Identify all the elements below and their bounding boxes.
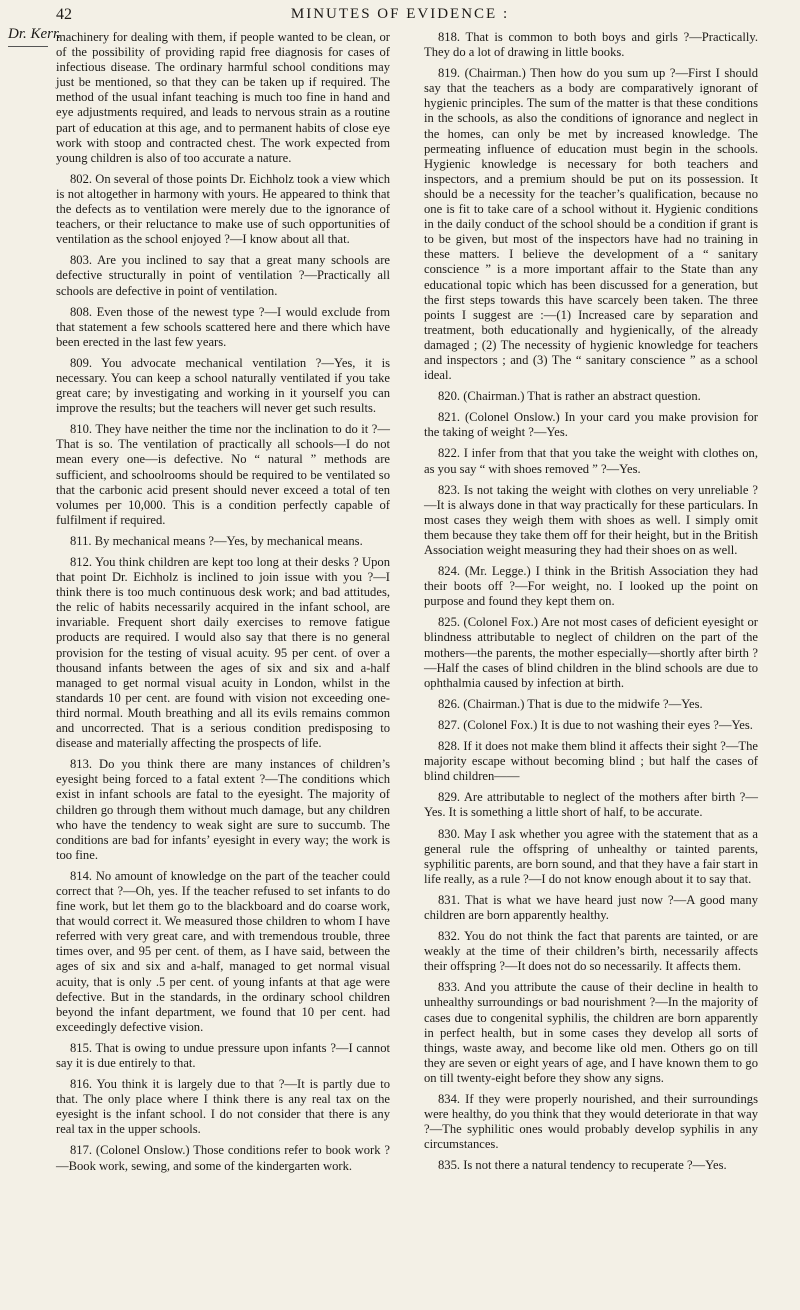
paragraph: 826. (Chairman.) That is due to the midwife ?—Yes. [438, 696, 703, 711]
paragraph: 803. Are you inclined to say that a great many schools are defective structurally in point of ventilation ?—Practically all schools are defective in point of ventilation. [56, 253, 390, 298]
paragraph: 821. (Colonel Onslow.) In your card you make provision for the taking of weight ?—Yes. [424, 410, 758, 440]
paragraph: 802. On several of those points Dr. Eichholz took a view which is not altogether in harmony with yours. He appeared to think that the defects as to ventilation were merely due to the ignorance of teachers, or their reluctance to make use of such opportunities of ventilation as the school enjoyed ?—I know about all that. [56, 171, 390, 247]
paragraph: 811. By mechanical means ?—Yes, by mechanical means. [70, 533, 363, 548]
right-column [424, 30, 758, 1179]
paragraph: 808. Even those of the newest type ?—I would exclude from that statement a few schools scattered here and there which have been erected in the last few years. [56, 304, 390, 349]
paragraph: 814. No amount of knowledge on the part of the teacher could correct that ?—Oh, yes. If the teacher refused to set infants to do fine work, but let them go to the blackboard and do coarse work, that would correct it. We measured those children to whom I have referred with very great care, and with tremendous trouble, three times over, and 95 per cent. of them, as I have said, between the ages of six and six and a-half, managed to get normal visual acuity, that is only .5 per cent. of young infants at that age were defective. But in the standards, in the ordinary school children beyond the infant department, we found that 10 per cent. had exceedingly defective vision. [56, 868, 390, 1034]
page-number: 42 [56, 6, 72, 23]
paragraph: 835. Is not there a natural tendency to recuperate ?—Yes. [438, 1158, 727, 1173]
paragraph: 812. You think children are kept too long at their desks ? Upon that point Dr. Eichholz is inclined to join issue with you ?—I think there is too much continuous desk work; and bad attitudes, the relic of habits necessarily acquired in the infant school, are invariable. Frequent short daily exercises to remove fatigue products are required. I would also say that there is no general provision for the testing of visual acuity. 95 per cent. of over a thousand infants between the ages of six and six and a-half managed to get normal visual acuity in London, whilst in the standards 10 per cent. are found with vision not exceeding one-third normal. Mouth breathing and all its evils remains common and uncorrected. That is a serious condition predisposing to disease and materially affecting the prospects of life. [56, 555, 390, 751]
paragraph: 825. (Colonel Fox.) Are not most cases of deficient eyesight or blindness attributable to neglect of children on the part of the mothers—the parents, the mother especially—shortly after birth ?—Half the cases of blind children in the blind schools are due to ophthalmia caused by infection at birth. [424, 615, 758, 690]
paragraph: 820. (Chairman.) That is rather an abstract question. [438, 389, 701, 404]
paragraph: 822. I infer from that that you take the weight with clothes on, as you say “ with shoes removed ” ?—Yes. [424, 446, 758, 476]
paragraph: 817. (Colonel Onslow.) Those conditions refer to book work ?—Book work, sewing, and some of the kindergarten work. [56, 1143, 390, 1173]
paragraph: 816. You think it is largely due to that ?—It is partly due to that. The only place where I think there is any real tax on the eyesight is the infant school. I do not consider that there is any real tax in the upper schools. [56, 1077, 390, 1137]
witness-margin-note: Dr. Kerr. [8, 26, 61, 42]
paragraph: 831. That is what we have heard just now ?—A good many children are born apparently healthy. [424, 892, 758, 922]
paragraph: machinery for dealing with them, if people wanted to be clean, or of the possibility of providing rapid free diagnosis for cases of infectious disease. The ordinary harmful school conditions may just be mentioned, so that they can be taken up if required. The method of the usual infant teaching is much too fine in hand and eye adjustments required, and leads to nervous strain as a routine part of education at this age, and to permanent habits of close eye work with stoop and contracted chest. The work expected from young children is also of too accurate a nature. [56, 30, 390, 165]
paragraph: 809. You advocate mechanical ventilation ?—Yes, it is necessary. You can keep a school naturally ventilated if you take great care; by investigating and working in it yourself you can improve the results; but the teachers will never get such results. [56, 355, 390, 416]
paragraph: 833. And you attribute the cause of their decline in health to unhealthy surroundings or bad nourishment ?—In the majority of cases due to congenital syphilis, the children are born apparently in perfect health, but in some cases they develop all sorts of things, waste away, and become like old men. Others go on till they are seven or eight years of age, and I have known them to go on till twenty-eight before they show any signs. [424, 980, 758, 1085]
paragraph: 828. If it does not make them blind it affects their sight ?—The majority escape without becoming blind ; but half the cases of blind children—— [424, 739, 758, 784]
paragraph: 824. (Mr. Legge.) I think in the British Association they had their boots off ?—For weight, no. I looked up the point on purpose and found they kept them on. [424, 564, 758, 609]
paragraph: 813. Do you think there are many instances of children’s eyesight being forced to a fatal extent ?—The conditions which exist in infant schools are fatal to the eyesight. The majority of children go through them without much damage, but any children who have the tendency to weak sight are sure to succumb. The conditions are bad for infants’ eyesight in every way; the work is too fine. [56, 757, 390, 862]
paragraph: 829. Are attributable to neglect of the mothers after birth ?—Yes. It is something a little short of half, to be accurate. [424, 790, 758, 820]
paragraph: 818. That is common to both boys and girls ?—Practically. They do a lot of drawing in little books. [424, 30, 758, 60]
margin-rule-divider [8, 46, 48, 47]
paragraph: 832. You do not think the fact that parents are tainted, or are weakly at the time of their children’s birth, necessarily affects their offspring ?—It does not do so necessarily. It affects them. [424, 929, 758, 974]
paragraph: 819. (Chairman.) Then how do you sum up ?—First I should say that the teachers as a body are comparatively ignorant of hygienic principles. The sum of the matter is that these conditions in the schools, as also the conditions of ignorance and neglect in the homes, can only be met by increased knowledge. The permeating influence of education must begin in the schools. Hygienic knowledge is necessary for both teachers and inspectors, and a premium should be put on its possession. It should be a necessity for the teacher’s qualification, because no one is fit to take care of a school without it. Hygienic conditions in the daily conduct of the school should be a condition if grant is to be given, but most of the inspectors have had no training in these matters. I believe the development of a “ sanitary conscience ” is a more important affair to the State than any educational topic which has been discussed for a generation, but the first steps towards this have scarcely been taken. The three points I suggest are :—(1) Increased care by separation and treatment, both educationally and hygienically, of the already damaged ; (2) The necessity of hygienic knowledge for teachers and inspectors ; and (3) The “ sanitary conscience ” as a school ideal. [424, 66, 758, 383]
paragraph: 823. Is not taking the weight with clothes on very unreliable ?—It is always done in that way practically for these particulars. In most cases they weigh them with shoes as well. I simply omit them because they take them off for their height, but in the British Association weight measuring they had their shoes on as well. [424, 482, 758, 557]
paragraph: 827. (Colonel Fox.) It is due to not washing their eyes ?—Yes. [438, 717, 753, 732]
paragraph: 834. If they were properly nourished, and their surroundings were healthy, do you think that they would deteriorate in that way ?—The syphilitic ones would probably develop syphilis in any circumstances. [424, 1092, 758, 1152]
paragraph: 810. They have neither the time nor the inclination to do it ?—That is so. The ventilation of practically all schools—I do not mean every one—is defective. No “ natural ” methods are sufficient, and schoolrooms should be required to be ventilated so that the carbonic acid present should never exceed a total of ten volumes per 10,000. This is a condition perfectly capable of fulfilment if required. [56, 422, 390, 527]
left-column [56, 30, 390, 1180]
running-title: MINUTES OF EVIDENCE : [290, 6, 510, 22]
paragraph: 815. That is owing to undue pressure upon infants ?—I cannot say it is due entirely to that. [56, 1040, 390, 1070]
paragraph: 830. May I ask whether you agree with the statement that as a general rule the offspring of unhealthy or tainted parents, syphilitic parents, are born sound, and that they have a fair start in life really, as a rule ?—I do not know enough about it to say that. [424, 826, 758, 886]
